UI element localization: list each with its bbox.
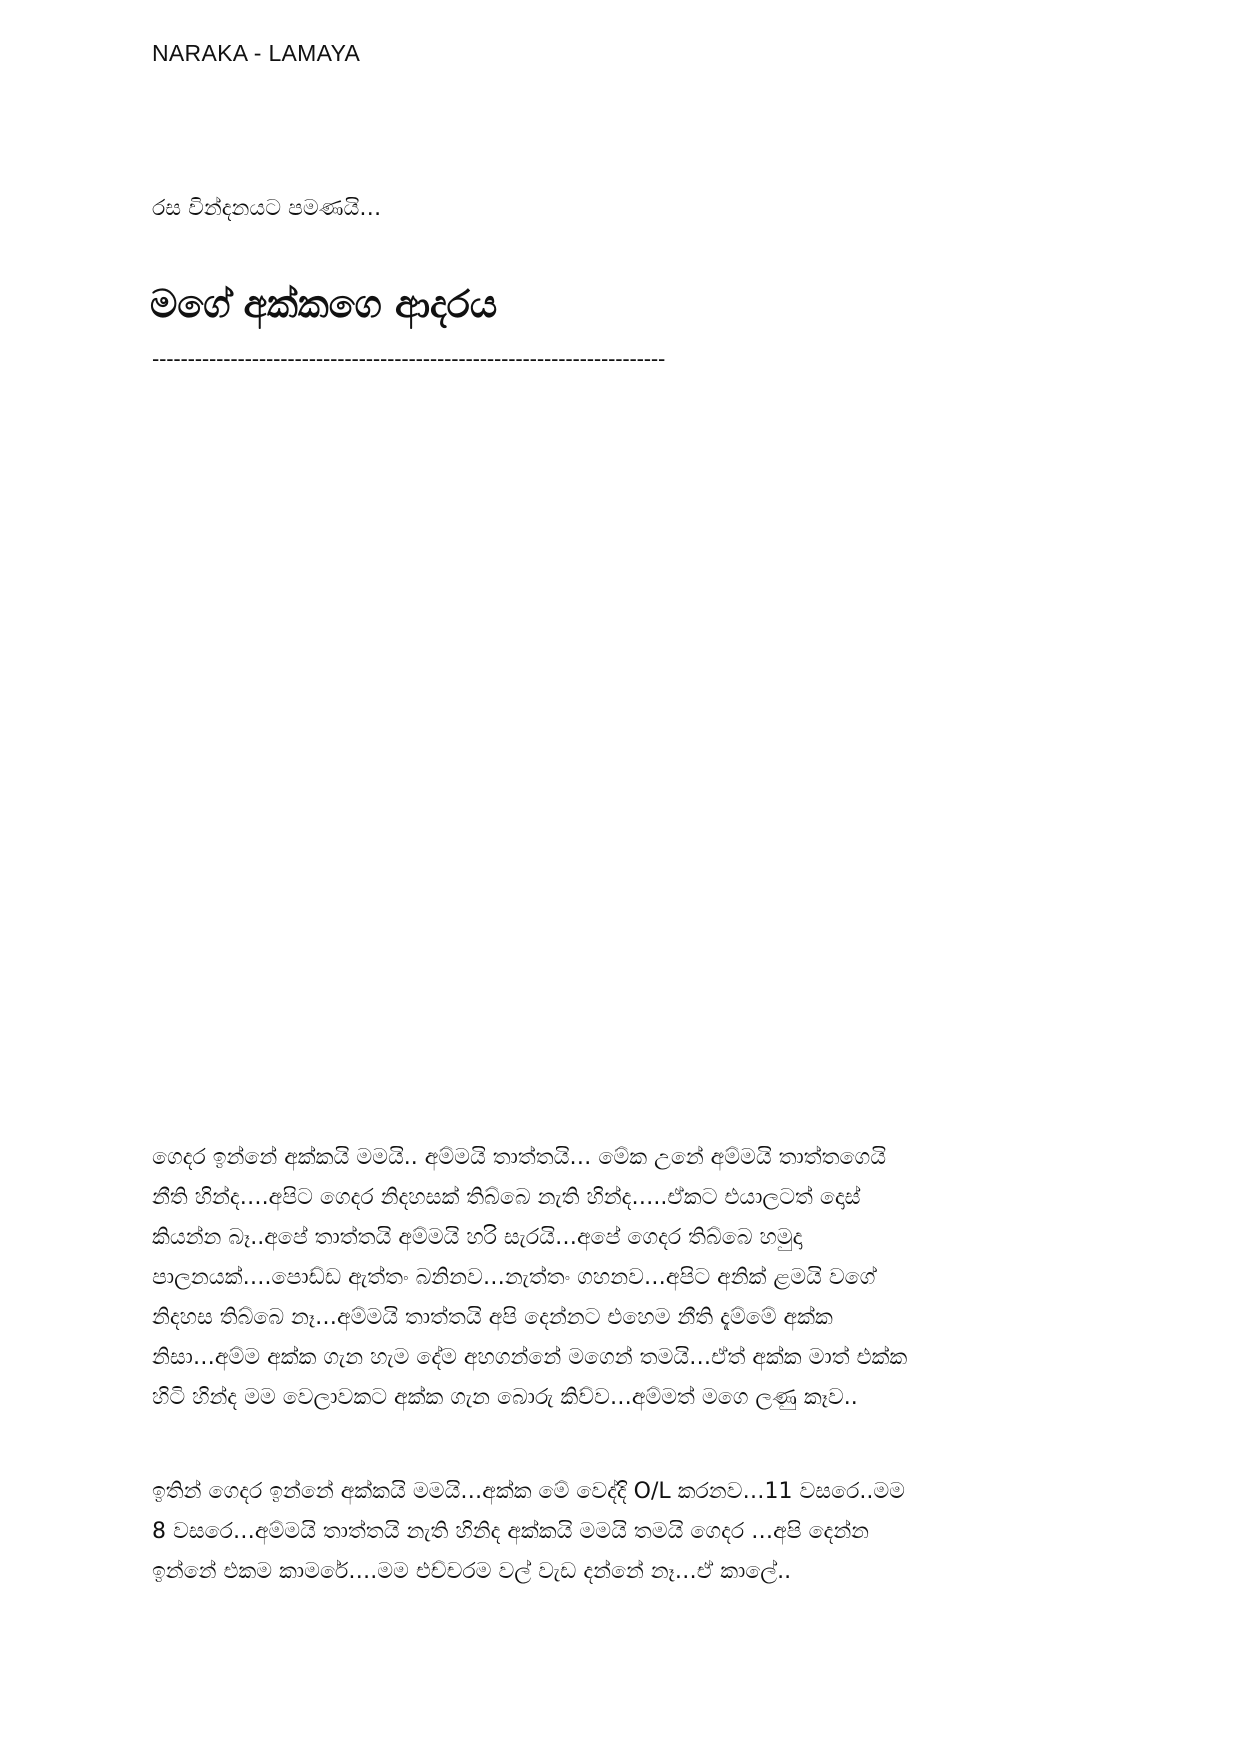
title-underline-rule: ------------------------------------------------------------------------ [152, 346, 666, 371]
paragraph-line: ගෙදර ඉන්නේ අක්කයි මමයි.. අම්මයි තාත්තයි… මේක උනේ අම්මයි තාත්තගෙයි [152, 1145, 887, 1170]
paragraph-1 [152, 1138, 1102, 1418]
paragraph-line: නිදහස තිබ්බෙ නෑ…අම්මයි තාත්තයි අපි දෙන්නට එහෙම නීති දැම්මේ අක්ක [152, 1305, 833, 1330]
running-header: NARAKA - LAMAYA [152, 40, 361, 66]
story-title: මගේ අක්කගෙ ආදරය [150, 282, 498, 326]
paragraph-line: ඉතින් ගෙදර ඉන්නේ අක්කයි මමයි…අක්ක මේ වෙද්දි O/L කරනව…11 වසරෙ..මම [152, 1479, 906, 1504]
paragraph-line: 8 වසරෙ…අම්මයි තාත්තයි නැති හිනිද අක්කයි මමයි තමයි ගෙදර …අපි දෙන්න [152, 1519, 870, 1544]
paragraph-2 [152, 1472, 1102, 1592]
paragraph-line: පාලනයක්….පොඩ්ඩ ඇත්තං බනිනව…නැත්තං ගහනව…අපිට අනික් ළමයි වගේ [152, 1265, 876, 1290]
paragraph-line: ඉන්නේ එකම කාමරේ….මම එච්චරම වල් වැඩ දන්නේ නෑ…ඒ කාලේ.. [152, 1559, 792, 1584]
paragraph-line: නීති හින්ද….අපිට ගෙදර නිදහසක් තිබ්බෙ නැති හින්ද…..ඒකට එයාලටත් දොස් [152, 1185, 861, 1210]
paragraph-line: නිසා…අම්ම අක්ක ගැන හැම දේම අහගන්නේ මගෙන් තමයි…ඒත් අක්ක මාත් එක්ක [152, 1345, 908, 1370]
paragraph-line: කියන්න බෑ..අපේ තාත්තයි අම්මයි හරි සැරයි…අපේ ගෙදර තිබ්බෙ හමුදා [152, 1225, 803, 1250]
story-subtitle: රස වින්දනයට පමණයි… [152, 196, 382, 221]
paragraph-line: හිටි හින්ද මම වෙලාවකට අක්ක ගැන බොරු කිව්ව…අම්මත් මගෙ ලණු කෑව.. [152, 1385, 858, 1410]
